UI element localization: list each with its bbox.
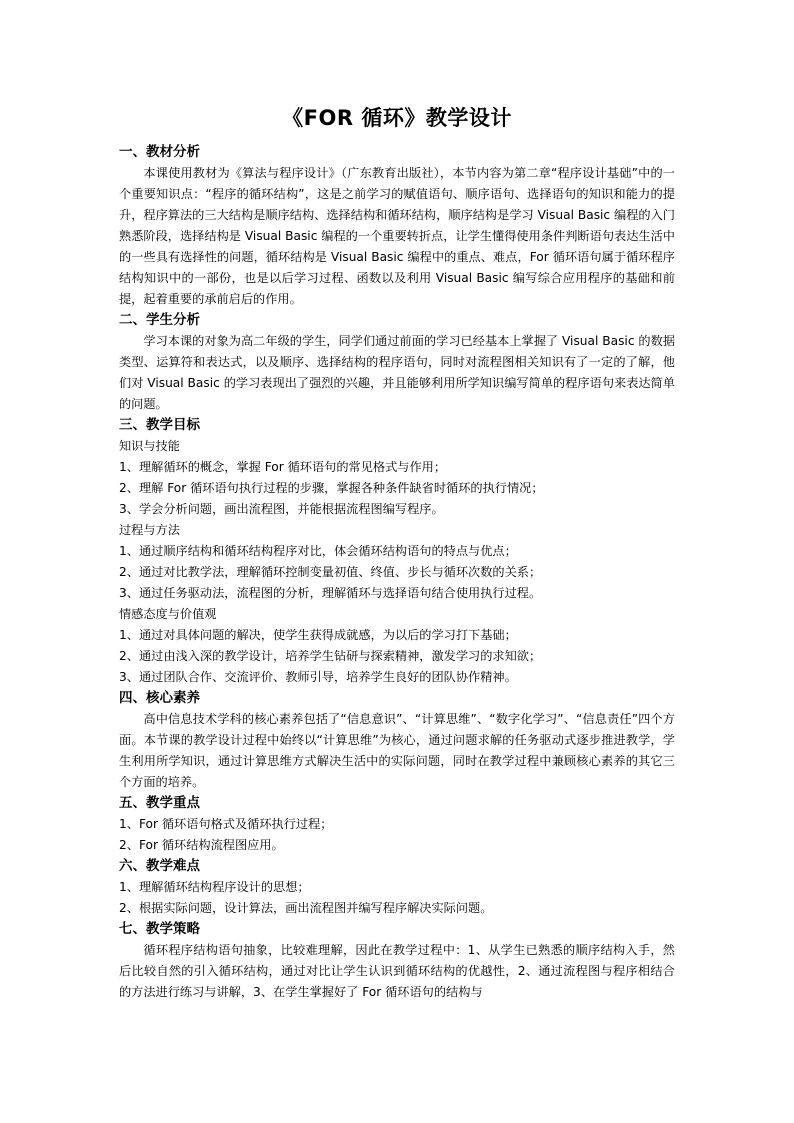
section-student-analysis [119,310,675,415]
section-heading: 七、教学策略 [119,921,200,937]
list-item: 1、理解循环结构程序设计的思想； [119,880,310,894]
section-heading: 五、教学重点 [119,795,200,811]
section-heading: 六、教学难点 [119,858,200,874]
section-heading: 二、学生分析 [119,312,200,328]
section-heading: 四、核心素养 [119,690,200,706]
list-item: 2、通过对比教学法，理解循环控制变量初值、终值、步长与循环次数的关系； [119,565,542,579]
goal-group-label: 知识与技能 [119,439,180,453]
document-page [119,104,675,1003]
list-item: 2、For 循环结构流程图应用。 [119,838,284,852]
section-paragraph: 学习本课的对象为高二年级的学生，同学们通过前面的学习已经基本上掌握了 Visual Basic 的数据类型、运算符和表达式，以及顺序、选择结构的程序语句，同时对流程图相关知识有了一定的了解，他们对 Visual Basic 的学习表现出了强烈的兴趣，并且能够利用所学知识编写简单的程序语句来表达简单的问题。 [119,334,675,411]
section-heading: 三、教学目标 [119,417,200,433]
section-paragraph: 循环程序结构语句抽象，比较难理解，因此在教学过程中：1、从学生已熟悉的顺序结构入手，然后比较自然的引入循环结构，通过对比让学生认识到循环结构的优越性，2、通过流程图与程序相结合的方法进行练习与讲解，3、在学生掌握好了 For 循环语句的结构与 [119,943,675,999]
list-item: 3、通过任务驱动法，流程图的分析，理解循环与选择语句结合使用执行过程。 [119,586,542,600]
section-teaching-goals [119,415,675,688]
document-title: 《FOR 循环》教学设计 [282,106,512,130]
section-difficult-points [119,856,675,919]
section-paragraph: 本课使用教材为《算法与程序设计》（广东教育出版社），本节内容为第二章“程序设计基础”中的一个重要知识点：“程序的循环结构”，这是之前学习的赋值语句、顺序语句、选择语句的知识和能力的提升，程序算法的三大结构是顺序结构、选择结构和循环结构，顺序结构是学习 Visual Basic 编程的入门熟悉阶段，选择结构是 Visual Basic 编程的一个重要转折点，让学生懂得使用条件判断语句表达生活中的一些具有选择性的问题，循环结构是 Visual Basic 编程中的重点、难点，For 循环语句属于循环程序结构知识中的一部份，也是以后学习过程、函数以及利用 Visual Basic 编写综合应用程序的基础和前提，起着重要的承前启后的作用。 [119,166,675,306]
section-key-points [119,793,675,856]
goal-group-label: 情感态度与价值观 [119,607,217,621]
list-item: 1、For 循环语句格式及循环执行过程； [119,817,333,831]
section-textbook-analysis [119,142,675,310]
list-item: 2、根据实际问题，设计算法，画出流程图并编写程序解决实际问题。 [119,901,493,915]
list-item: 3、学会分析问题，画出流程图，并能根据流程图编写程序。 [119,502,444,516]
section-paragraph: 高中信息技术学科的核心素养包括了“信息意识”、“计算思维”、“数字化学习”、“信息责任”四个方面。本节课的教学设计过程中始终以“计算思维”为核心，通过问题求解的任务驱动式逐步推进教学，学生利用所学知识，通过计算思维方式解决生活中的实际问题，同时在教学过程中兼顾核心素养的其它三个方面的培养。 [119,712,675,789]
section-teaching-strategy [119,919,675,1003]
list-item: 1、理解循环的概念，掌握 For 循环语句的常见格式与作用； [119,460,447,474]
list-item: 2、通过由浅入深的教学设计，培养学生钻研与探索精神，激发学习的求知欲； [119,649,542,663]
list-item: 1、通过对具体问题的解决，使学生获得成就感，为以后的学习打下基础； [119,628,517,642]
goal-group-label: 过程与方法 [119,523,180,537]
section-heading: 一、教材分析 [119,144,200,160]
section-core-literacy [119,688,675,793]
list-item: 1、通过顺序结构和循环结构程序对比，体会循环结构语句的特点与优点； [119,544,517,558]
list-item: 2、理解 For 循环语句执行过程的步骤，掌握各种条件缺省时循环的执行情况； [119,481,544,495]
list-item: 3、通过团队合作、交流评价、教师引导，培养学生良好的团队协作精神。 [119,670,517,684]
